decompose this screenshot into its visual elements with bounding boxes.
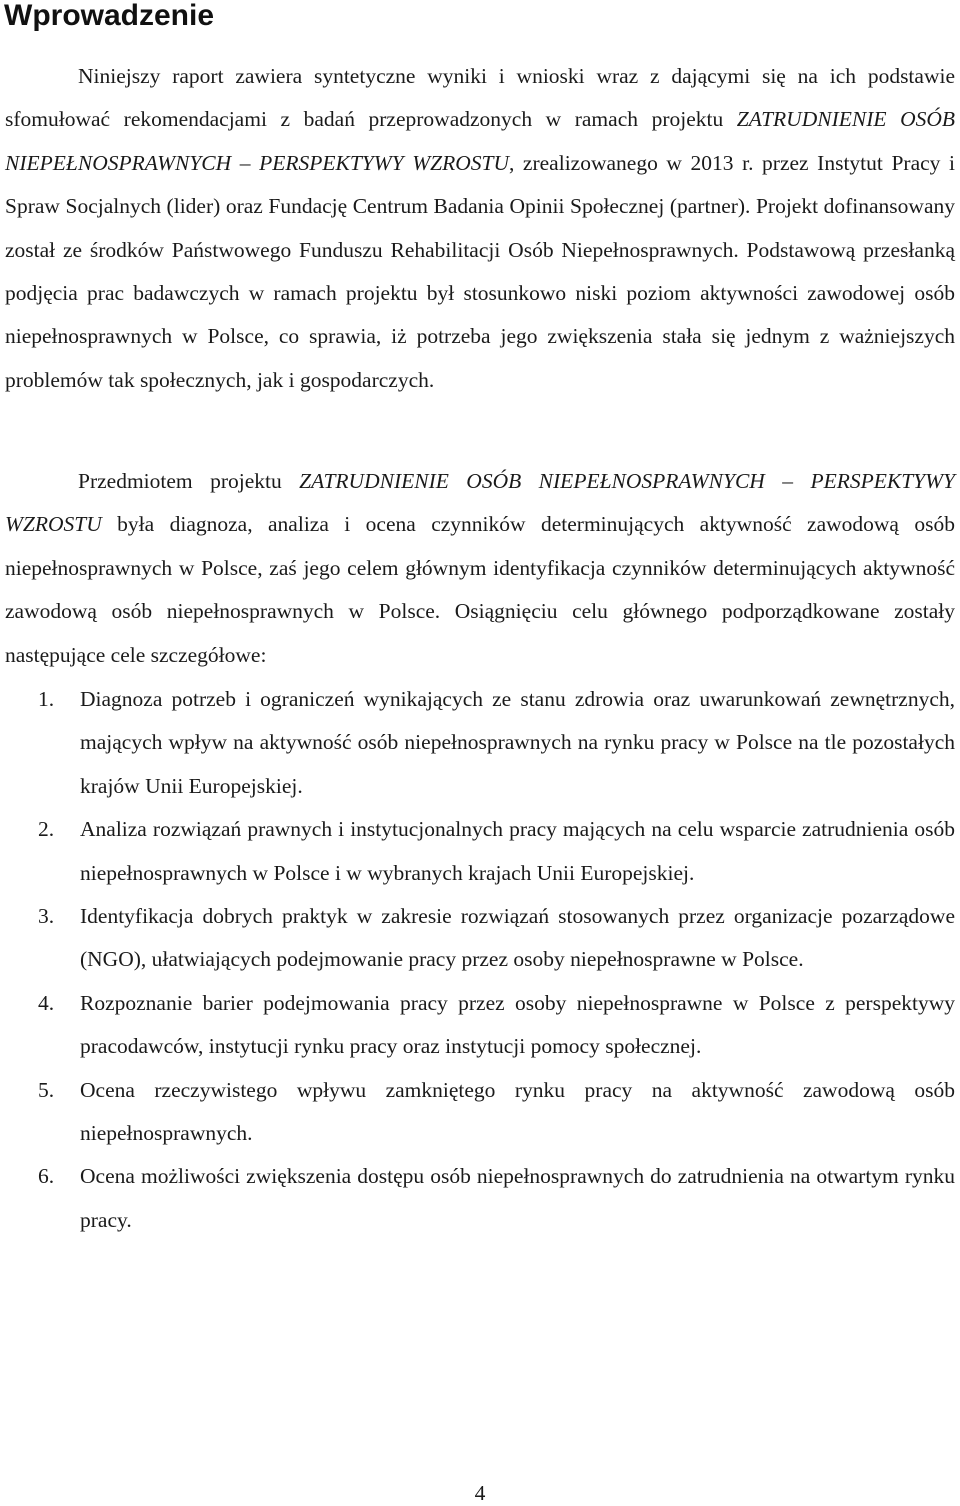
list-item-text: Diagnoza potrzeb i ograniczeń wynikających ze stanu zdrowia oraz uwarunkowań zewnętrznych, mających wpływ na aktywność osób niepełnosprawnych na rynku pracy w Polsce na tle pozostałych krajów Unii Europejskiej. <box>80 687 955 798</box>
list-item-number: 4. <box>38 990 55 1015</box>
project-name: ZATRUDNIENIE OSÓB NIEPEŁNOSPRAWNYCH – PERSPEKTYWY WZROSTU <box>5 107 956 175</box>
project-name: ZATRUDNIENIE OSÓB NIEPEŁNOSPRAWNYCH – PERSPEKTYWY WZROSTU <box>5 469 955 537</box>
detailed-goals-list <box>0 678 955 1242</box>
subject-text-end: była diagnoza, analiza i ocena czynników determinujących aktywność zawodową osób niepełnosprawnych w Polsce, zaś jego celem głównym identyfikacja czynników determinujących aktywność zawodową osób niepełnosprawnych w Polsce. Osiągnięciu celu głównego podporządkowane zostały następujące cele szczegółowe: <box>5 512 955 667</box>
intro-text-start: Niniejszy raport zawiera syntetyczne wyniki i wnioski wraz z dającymi się na ich podstawie sfomułować rekomendacjami z badań przeprowadzonych w ramach projektu <box>5 64 955 132</box>
list-item <box>0 678 955 808</box>
page-number: 4 <box>474 1481 486 1505</box>
intro-paragraph <box>5 55 955 402</box>
list-item-text: Analiza rozwiązań prawnych i instytucjonalnych pracy mających na celu wsparcie zatrudnienia osób niepełnosprawnych w Polsce i w wybranych krajach Unii Europejskiej. <box>80 817 955 885</box>
section-heading: Wprowadzenie <box>4 0 215 32</box>
list-item-number: 2. <box>38 817 55 842</box>
list-item <box>0 982 955 1069</box>
list-item-number: 6. <box>38 1164 55 1189</box>
list-item <box>0 895 955 982</box>
list-item-number: 5. <box>38 1077 55 1102</box>
subject-paragraph <box>5 460 955 677</box>
list-item-number: 3. <box>38 904 55 929</box>
list-item-number: 1. <box>38 687 55 711</box>
list-item <box>0 1155 955 1242</box>
list-item-text: Ocena rzeczywistego wpływu zamkniętego rynku pracy na aktywność zawodową osób niepełnosprawnych. <box>80 1077 955 1146</box>
intro-text-end: , zrealizowanego w 2013 r. przez Instytut Pracy i Spraw Socjalnych (lider) oraz Fundację Centrum Badania Opinii Społecznej (partner). Projekt dofinansowany został ze środków Państwowego Funduszu Rehabilitacji Osób Niepełnosprawnych. Podstawową przesłanką podjęcia prac badawczych w ramach projektu był stosunkowo niski poziom aktywności zawodowej osób niepełnosprawnych w Polsce, co sprawia, iż potrzeba jego zwiększenia stała się jednym z ważniejszych problemów tak społecznych, jak i gospodarczych. <box>5 150 955 392</box>
list-item-text: Identyfikacja dobrych praktyk w zakresie rozwiązań stosowanych przez organizacje pozarządowe (NGO), ułatwiających podejmowanie pracy przez osoby niepełnosprawne w Polsce. <box>80 904 955 972</box>
subject-text-start: Przedmiotem projektu <box>78 469 300 493</box>
list-item-text: Ocena możliwości zwiększenia dostępu osób niepełnosprawnych do zatrudnienia na otwartym rynku pracy. <box>80 1164 955 1232</box>
list-item <box>0 808 955 895</box>
list-item <box>0 1069 955 1156</box>
list-item-text: Rozpoznanie barier podejmowania pracy przez osoby niepełnosprawne w Polsce z perspektywy pracodawców, instytucji rynku pracy oraz instytucji pomocy społecznej. <box>80 990 955 1059</box>
